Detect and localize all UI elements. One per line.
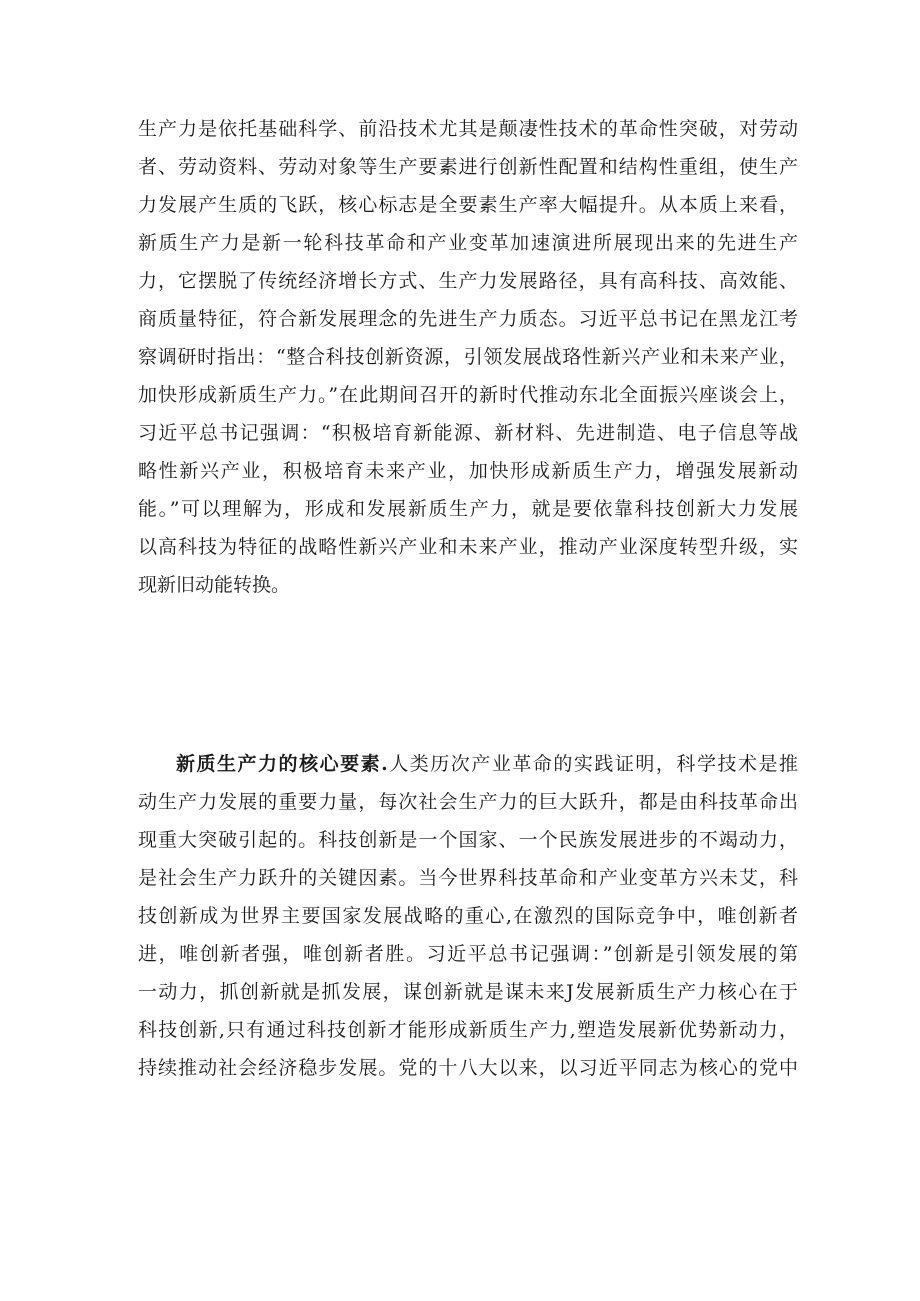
paragraph-1 [138,110,798,604]
section-heading: 新质生产力的核心要素. [176,753,388,775]
paragraph-line: 持续推动社会经济稳步发展。党的十八大以来，以习近平同志为核心的党中 [138,1057,798,1079]
paragraph-line: 者、劳动资料、劳动对象等生产要素进行创新性配置和结构性重组，使生产 [138,156,798,178]
paragraph-line: 能。”可以理解为，形成和发展新质生产力，就是要依靠科技创新大力发展 [138,498,798,520]
paragraph-line: 力，它摆脱了传统经济增长方式、生产力发展路径，具有高科技、高效能、 [138,270,798,292]
paragraph-line: 习近平总书记强调：“积极培育新能源、新材料、先进制造、电子信息等战 [138,422,798,444]
paragraph-line: 动生产力发展的重要力量，每次社会生产力的巨大跃升，都是由科技革命出 [138,791,798,813]
paragraph-line: 现新旧动能转换。 [138,574,291,596]
paragraph-line: 科技创新,只有通过科技创新才能形成新质生产力,塑造发展新优势新动力， [138,1019,798,1041]
paragraph-line: 一动力，抓创新就是抓发展，谋创新就是谋未来J发展新质生产力核心在于 [138,981,798,1003]
paragraph-line: 生产力是依托基础科学、前沿技术尤其是颠凄性技术的革命性突破，对劳动 [138,118,798,140]
paragraph-line: 以高科技为特征的战略性新兴产业和未来产业，推动产业深度转型升级，实 [138,536,798,558]
paragraph-line: 现重大突破引起的。科技创新是一个国家、一个民族发展进步的不竭动力， [138,829,798,851]
paragraph-line: 加快形成新质生产力。”在此期间召开的新时代推动东北全面振兴座谈会上， [138,384,798,406]
paragraph-first-line [138,745,798,783]
paragraph-line: 力发展产生质的飞跃，核心标志是全要素生产率大幅提升。从本质上来看， [138,194,798,216]
paragraph-line: 技创新成为世界主要国家发展战略的重心,在激烈的国际竞争中，唯创新者 [138,905,798,927]
paragraph-line: 是社会生产力跃升的关键因素。当今世界科技革命和产业变革方兴未艾，科 [138,867,798,889]
paragraph-line: 进，唯创新者强，唯创新者胜。习近平总书记强调：”创新是引领发展的第 [138,943,798,965]
paragraph-line: 略性新兴产业，积极培育未来产业，加快形成新质生产力，增强发展新动 [138,460,798,482]
paragraph-line: 察调研时指出：“整合科技创新资源，引领发展战珞性新兴产业和未来产业， [138,346,798,368]
paragraph-line: 商质量特征，符合新发展理念的先进生产力质态。习近平总书记在黑龙江考 [138,308,798,330]
paragraph-2 [138,745,798,1087]
paragraph-line-rest: 人类历次产业革命的实践证明，科学技术是推 [387,753,798,775]
paragraph-line: 新质生产力是新一轮科技革命和产业变革加速演进所展现出来的先进生产 [138,232,798,254]
